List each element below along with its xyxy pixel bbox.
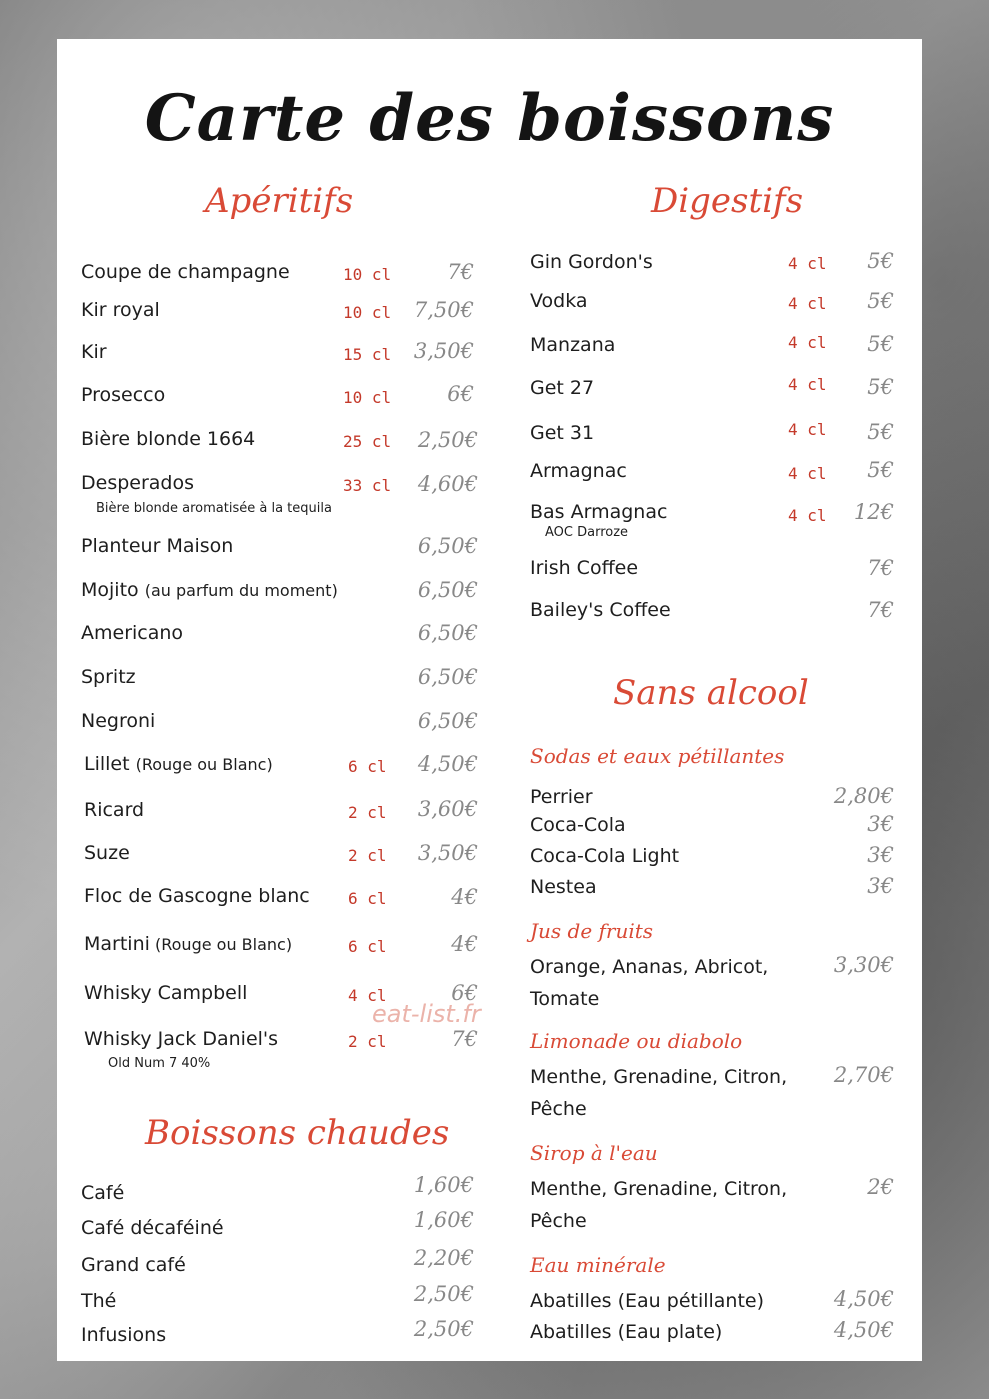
section-title-boissons-chaudes: Boissons chaudes — [145, 1113, 450, 1153]
item-price: 7€ — [451, 1027, 478, 1051]
item-name: Desperados — [81, 472, 195, 494]
item-price: 4€ — [451, 885, 478, 909]
item-price: 6,50€ — [417, 534, 478, 558]
section-title-digestifs: Digestifs — [651, 181, 804, 221]
item-price: 5€ — [867, 249, 894, 273]
item-price: 4,50€ — [833, 1287, 894, 1311]
item-qty: 2 cl — [348, 803, 387, 822]
item-qty: 4 cl — [788, 375, 827, 394]
item-qty: 4 cl — [788, 333, 827, 352]
item-name: Get 31 — [530, 422, 595, 444]
item-qty: 4 cl — [788, 254, 827, 273]
item-name: Get 27 — [530, 377, 595, 399]
item-name: Whisky Campbell — [84, 982, 248, 1004]
item-name: Infusions — [81, 1324, 167, 1346]
item-price: 6€ — [451, 981, 478, 1005]
section-title-sans-alcool: Sans alcool — [613, 673, 809, 713]
subsection-title-sirop: Sirop à l'eau — [530, 1141, 658, 1165]
item-price: 3€ — [867, 812, 894, 836]
item-price: 2,50€ — [417, 428, 478, 452]
item-qty: 10 cl — [343, 388, 392, 407]
subsection-title-sodas: Sodas et eaux pétillantes — [530, 744, 785, 768]
item-name: Manzana — [530, 334, 616, 356]
item-name: Menthe, Grenadine, Citron, — [530, 1178, 788, 1200]
item-price: 4,60€ — [417, 472, 478, 496]
item-name: Gin Gordon's — [530, 251, 653, 273]
item-qty: 4 cl — [788, 420, 827, 439]
item-qty: 2 cl — [348, 1032, 387, 1051]
subsection-title-eau: Eau minérale — [530, 1253, 666, 1277]
item-name: Spritz — [81, 666, 136, 688]
item-name: Nestea — [530, 876, 597, 898]
item-name: Bière blonde 1664 — [81, 428, 256, 450]
item-price: 7€ — [867, 598, 894, 622]
menu-card — [57, 39, 922, 1361]
item-name: Grand café — [81, 1254, 186, 1276]
item-name: Prosecco — [81, 384, 166, 406]
item-name: Café — [81, 1182, 125, 1204]
item-price: 6€ — [447, 382, 474, 406]
item-name: Negroni — [81, 710, 156, 732]
item-name: Floc de Gascogne blanc — [84, 885, 310, 907]
item-qty: 4 cl — [788, 294, 827, 313]
item-qty: 15 cl — [343, 345, 392, 364]
item-price: 3,30€ — [833, 953, 894, 977]
item-name: Planteur Maison — [81, 535, 234, 557]
watermark: eat-list.fr — [372, 1000, 481, 1028]
item-name: Vodka — [530, 290, 588, 312]
item-qty: 10 cl — [343, 265, 392, 284]
item-note: AOC Darroze — [545, 525, 629, 540]
item-note: Bière blonde aromatisée à la tequila — [96, 501, 332, 516]
item-name: Americano — [81, 622, 184, 644]
item-name: Kir — [81, 341, 107, 363]
item-price: 7,50€ — [413, 298, 474, 322]
item-price: 5€ — [867, 420, 894, 444]
item-name: Abatilles (Eau plate) — [530, 1321, 723, 1343]
subsection-title-limonade: Limonade ou diabolo — [530, 1029, 743, 1053]
item-price: 7€ — [867, 556, 894, 580]
item-name: Irish Coffee — [530, 557, 639, 579]
item-price: 2,80€ — [833, 784, 894, 808]
item-price: 6,50€ — [417, 665, 478, 689]
item-name: Orange, Ananas, Abricot, — [530, 956, 769, 978]
item-name: Café décaféiné — [81, 1217, 224, 1239]
item-price: 2,20€ — [413, 1246, 474, 1270]
item-qty: 4 cl — [348, 986, 387, 1005]
item-price: 3€ — [867, 874, 894, 898]
item-name-cont: Pêche — [530, 1210, 587, 1232]
section-title-aperitifs: Apéritifs — [205, 181, 354, 221]
item-price: 4€ — [451, 932, 478, 956]
item-name: Coupe de champagne — [81, 261, 290, 283]
item-price: 5€ — [867, 289, 894, 313]
item-price: 12€ — [853, 500, 894, 524]
item-name: Bailey's Coffee — [530, 599, 671, 621]
item-name: Perrier — [530, 786, 593, 808]
item-price: 2€ — [867, 1175, 894, 1199]
item-name: Martini (Rouge ou Blanc) — [84, 933, 293, 955]
item-name: Coca-Cola — [530, 814, 626, 836]
item-qty: 2 cl — [348, 846, 387, 865]
item-qty: 6 cl — [348, 889, 387, 908]
item-name: Suze — [84, 842, 130, 864]
item-name: Whisky Jack Daniel's — [84, 1028, 279, 1050]
item-price: 6,50€ — [417, 578, 478, 602]
item-qty: 4 cl — [788, 506, 827, 525]
item-name: Abatilles (Eau pétillante) — [530, 1290, 765, 1312]
item-name: Menthe, Grenadine, Citron, — [530, 1066, 788, 1088]
item-name: Ricard — [84, 799, 145, 821]
item-price: 6,50€ — [417, 621, 478, 645]
menu-title: Carte des boissons — [144, 81, 835, 156]
item-price: 6,50€ — [417, 709, 478, 733]
item-qty: 33 cl — [343, 476, 392, 495]
item-price: 7€ — [447, 260, 474, 284]
item-price: 3,50€ — [417, 841, 478, 865]
item-name: Armagnac — [530, 460, 627, 482]
item-qty: 10 cl — [343, 303, 392, 322]
item-price: 1,60€ — [413, 1208, 474, 1232]
subsection-title-jus: Jus de fruits — [530, 919, 654, 943]
item-price: 3€ — [867, 843, 894, 867]
item-qty: 4 cl — [788, 464, 827, 483]
item-name: Bas Armagnac — [530, 501, 668, 523]
item-price: 4,50€ — [833, 1318, 894, 1342]
item-price: 5€ — [867, 375, 894, 399]
item-name: Mojito (au parfum du moment) — [81, 579, 338, 601]
item-name: Lillet (Rouge ou Blanc) — [84, 753, 273, 775]
item-price: 2,50€ — [413, 1282, 474, 1306]
item-price: 4,50€ — [417, 752, 478, 776]
item-price: 3,60€ — [417, 797, 478, 821]
item-name-cont: Pêche — [530, 1098, 587, 1120]
item-qty: 6 cl — [348, 757, 387, 776]
item-qty: 6 cl — [348, 937, 387, 956]
item-price: 5€ — [867, 458, 894, 482]
item-price: 5€ — [867, 332, 894, 356]
item-price: 3,50€ — [413, 339, 474, 363]
item-name: Thé — [81, 1290, 117, 1312]
item-note: Old Num 7 40% — [108, 1056, 211, 1071]
item-name-cont: Tomate — [530, 988, 600, 1010]
item-price: 2,50€ — [413, 1317, 474, 1341]
item-qty: 25 cl — [343, 432, 392, 451]
item-name: Kir royal — [81, 299, 160, 321]
item-price: 1,60€ — [413, 1173, 474, 1197]
item-name: Coca-Cola Light — [530, 845, 680, 867]
item-price: 2,70€ — [833, 1063, 894, 1087]
